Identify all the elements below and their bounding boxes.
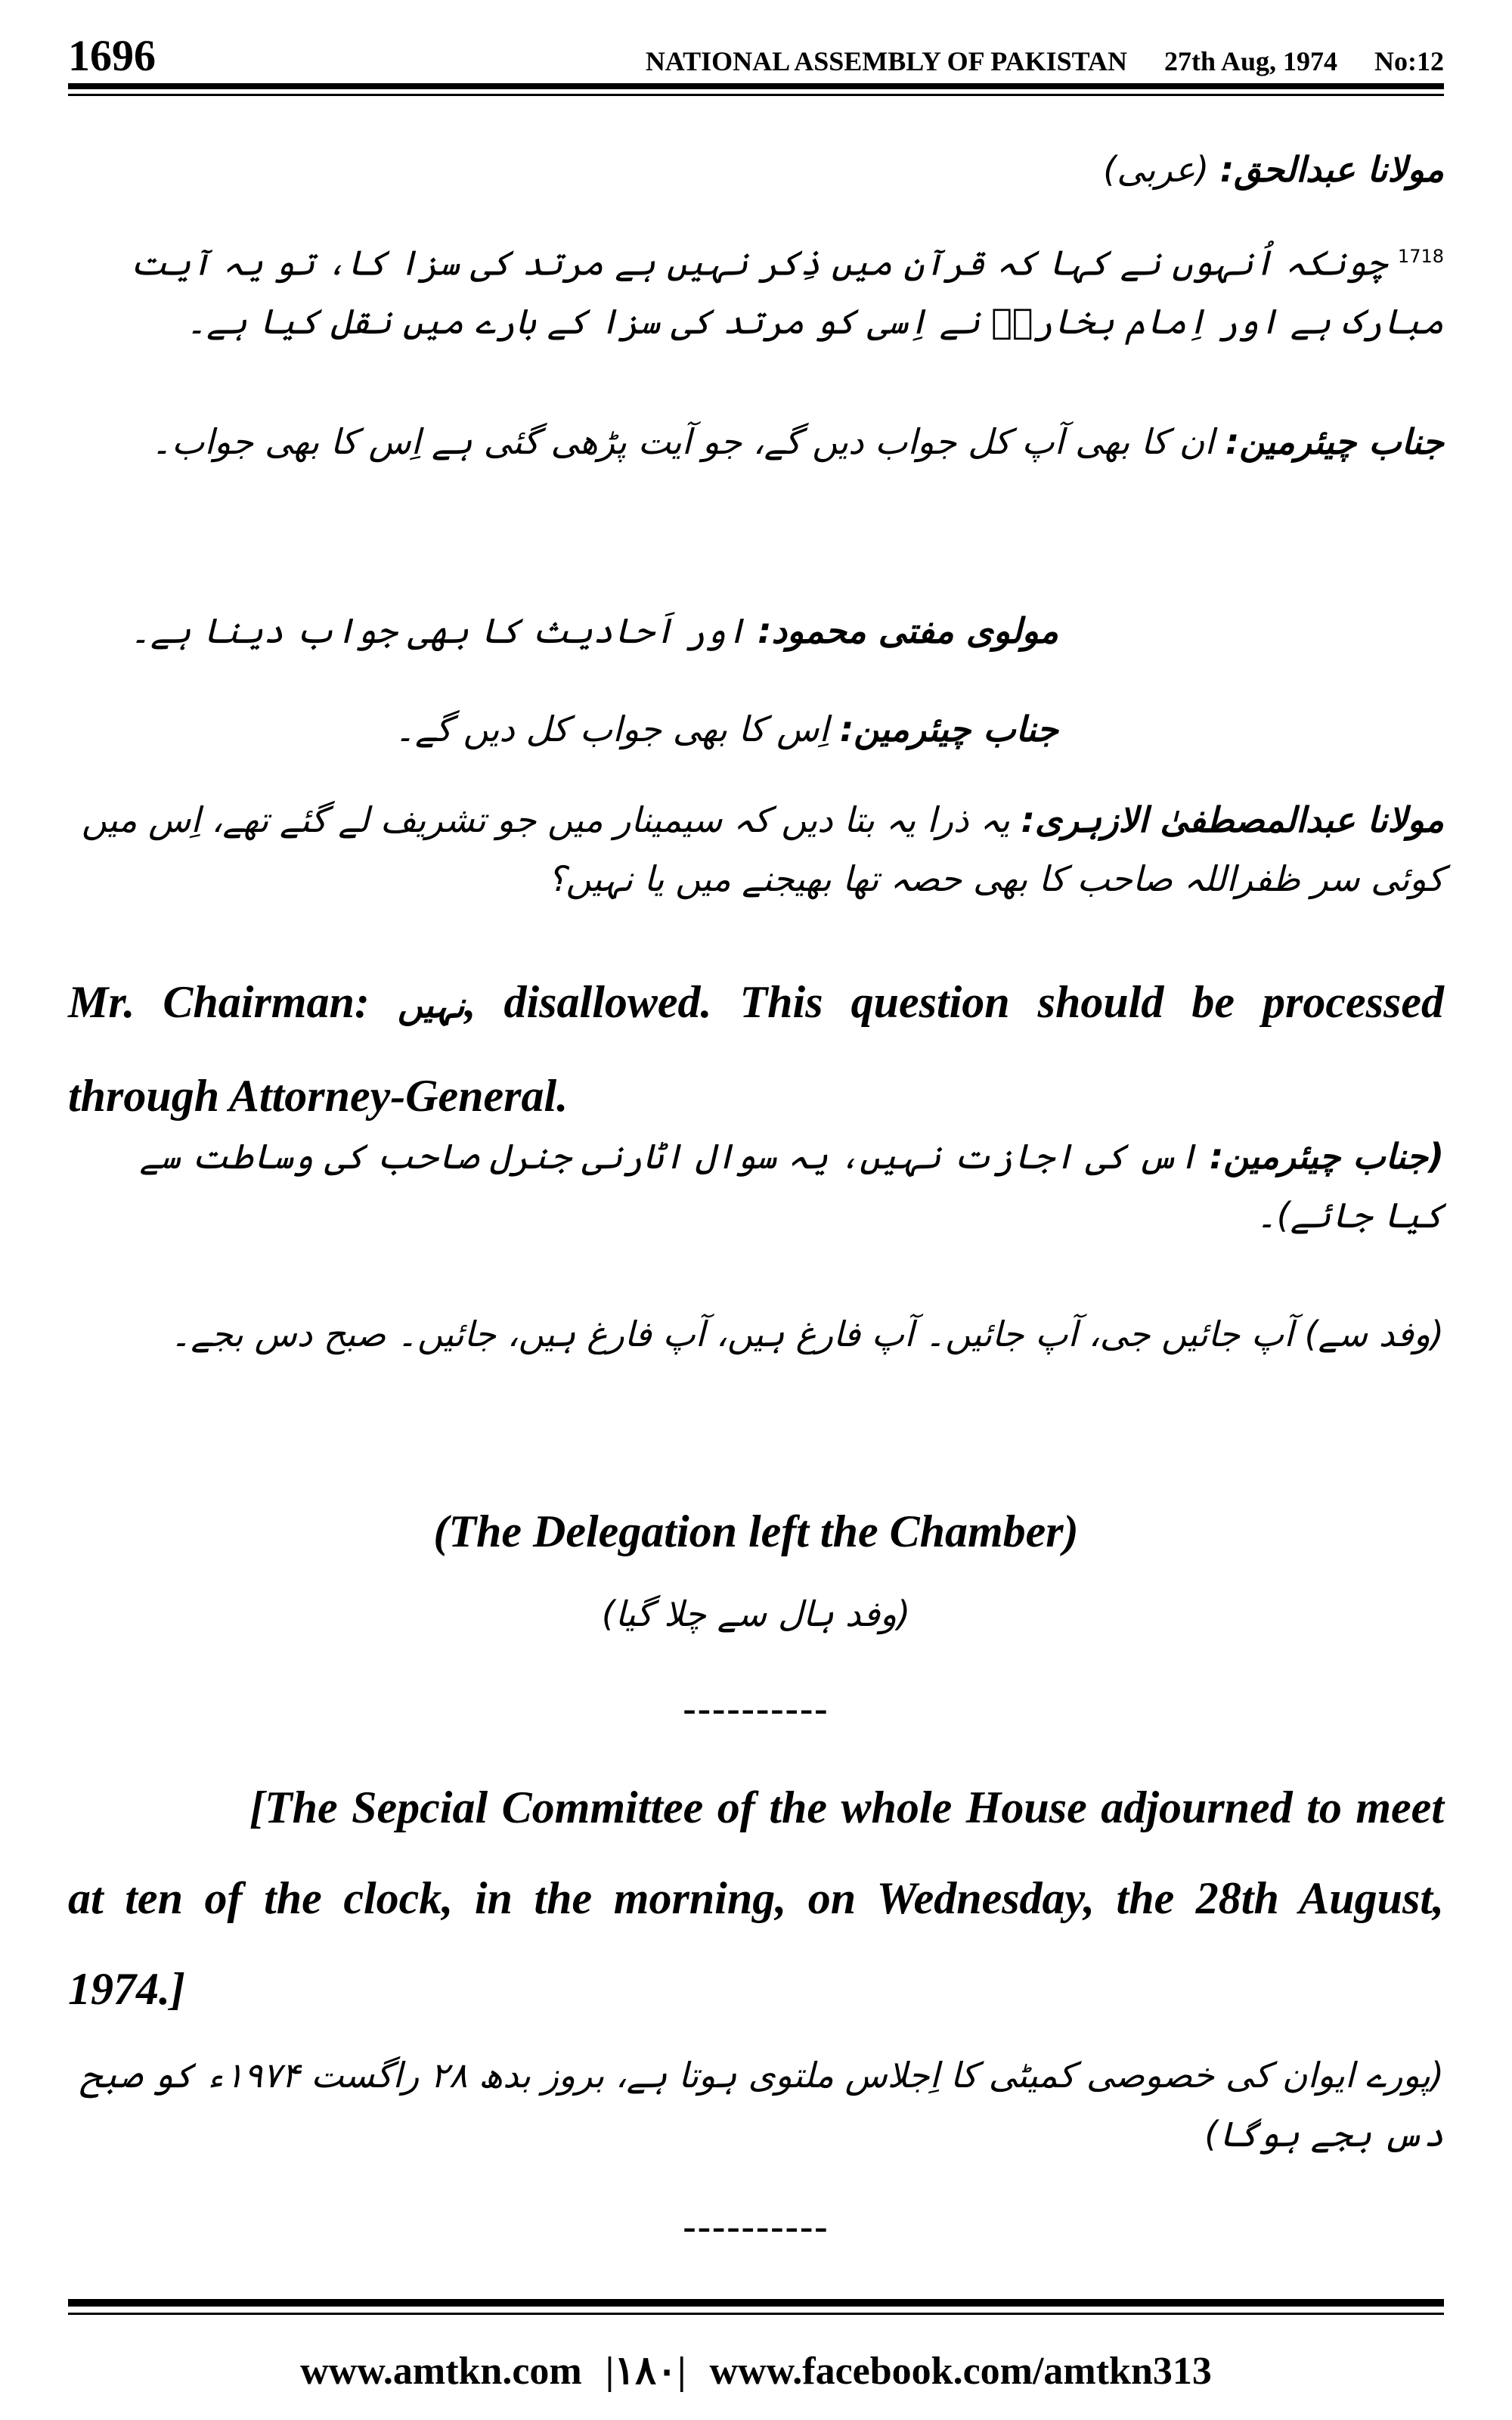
urdu-adjournment-notice: (پورے ایوان کی خصوصی کمیٹی کا اِجلاس ملتوی ہوتا ہے، بروز بدھ ۲۸ راگست ۱۹۷۴ء کو صبح دس بجے ہوگا) [80,2055,1444,2155]
urdu-paragraph-3 [68,412,1444,471]
urdu-paragraph-8 [68,1127,1444,1245]
issue-number: No:12 [1374,46,1444,76]
speaker-name: (جناب چیئرمین: [1209,1136,1444,1177]
paragraph-text: (عربی) [1103,149,1210,190]
urdu-paragraph-2 [68,227,1444,351]
website-link[interactable]: www.amtkn.com [300,2350,582,2393]
speaker-name: مولانا عبدالحق: [1219,149,1444,190]
footnote-marker: 1718 [1397,246,1444,267]
english-paragraph-chairman [68,957,1444,1141]
speaker-name: مولوی مفتی محمود: [758,610,1058,651]
paragraph-text: اِس کا بھی جواب کل دیں گے۔ [395,709,829,749]
page-number: 1696 [68,31,156,80]
paragraph-text: یہ ذرا یہ بتا دیں کہ سیمینار میں جو تشریف لے گئے تھے، اِس میں کوئی سر ظفراللہ صاحب کا بھی حصہ تھا بھیجنے میں یا نہیں؟ [81,799,1444,899]
footer-page-marker: |۱۸۰| [605,2350,686,2393]
header-rule-thin [68,94,1444,96]
urdu-paragraph-5 [68,700,1058,759]
footer-rule-thick [68,2299,1444,2307]
paragraph-text: اور اَحادیث کا بھی جواب دینا ہے۔ [129,610,747,651]
paragraph-text: (وفد سے) آپ جائیں جی، آپ جائیں۔ آپ فارغ ہیں، آپ فارغ ہیں، جائیں۔ صبح دس بجے۔ [170,1314,1444,1354]
header-date: 27th Aug, 1974 [1163,46,1337,76]
publication-name: NATIONAL ASSEMBLY OF PAKISTAN [645,46,1127,76]
urdu-paragraph-1 [68,140,1444,199]
paragraph-text: ان کا بھی آپ کل جواب دیں گے، جو آیت پڑھی گئی ہے اِس کا بھی جواب۔ [151,421,1215,462]
footer-rule-thin [68,2313,1444,2315]
speaker-name: جناب چیئرمین: [839,709,1058,749]
english-adjournment-notice: [The Sepcial Committee of the whole House adjourned to meet at ten of the clock, in the morning, on Wednesday, the 28th August, 1974.] [68,1782,1444,2014]
facebook-link[interactable]: www.facebook.com/amtkn313 [709,2350,1212,2393]
urdu-word: نہیں [397,985,465,1025]
paragraph-text: اس کی اجازت نہیں، یہ سوال اٹارنی جنرل صاحب کی وساطت سے کیا جائے)۔ [139,1136,1444,1236]
header-rule-thick [68,83,1444,89]
page-footer [68,2348,1444,2394]
english-delegation-left: (The Delegation left the Chamber) [433,1506,1079,1556]
paragraph-text: چونکہ اُنہوں نے کہا کہ قرآن میں ذِکر نہیں ہے مرتد کی سزا کا، تو یہ آیت مبارک ہے اور اِمام بخاریؒ نے اِسی کو مرتد کی سزا کے بارے میں نقل کیا ہے۔ [129,242,1444,343]
end-divider: ---------- [683,2205,829,2248]
urdu-paragraph-4 [68,601,1058,660]
urdu-paragraph-9 [68,1305,1444,1364]
section-divider: ---------- [683,1687,829,1730]
page-header [68,30,1444,83]
urdu-delegation-left: (وفد ہال سے چلا گیا) [601,1593,911,1634]
speaker-name: Mr. Chairman: [68,977,370,1027]
speaker-name: جناب چیئرمین: [1225,421,1444,462]
header-info [646,45,1444,77]
paragraph-text: , disallowed. This question should be processed through Attorney-General. [68,977,1444,1121]
urdu-paragraph-6 [68,790,1444,908]
speaker-name: مولانا عبدالمصطفیٰ الازہری: [1021,799,1444,840]
